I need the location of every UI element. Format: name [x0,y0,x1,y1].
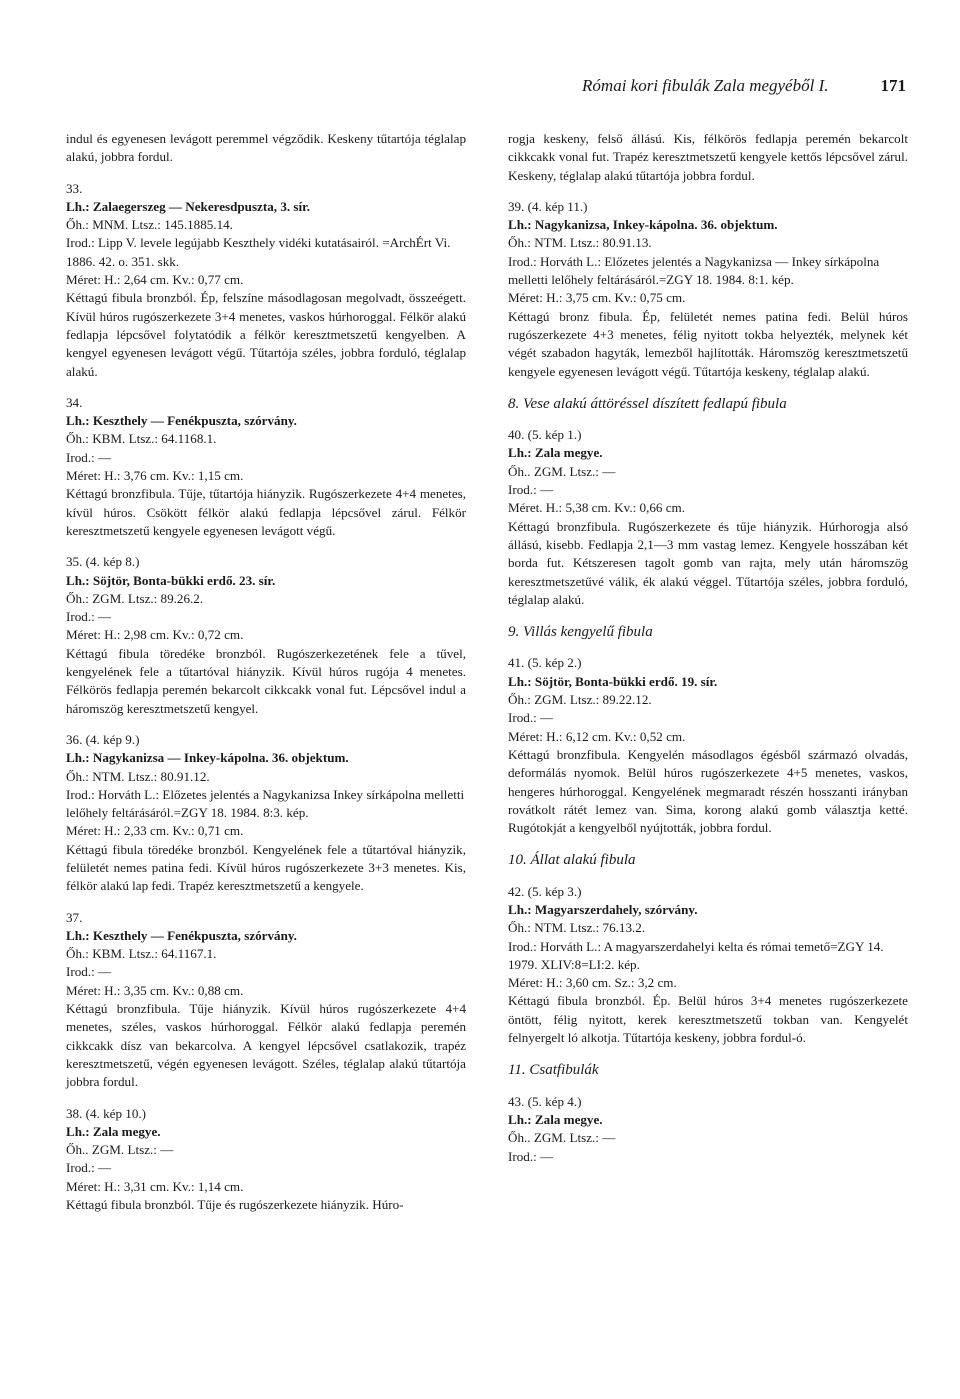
paragraph: indul és egyenesen levágott peremmel végződik. Keskeny tűtartója téglalap alakú, jobbra fordul. [66,131,466,165]
paragraph: Kéttagú fibula töredéke bronzból. Kengyelének fele a tűtartóval hiányzik, felületét nemes patina fedi. Kívül húros rugószerkezete 3+3 menetes. Kis, félkör alakú lap fedi. Trapéz keresztmetszetű a kengyele. [66,841,466,894]
record-line: Méret: H.: 3,76 cm. Kv.: 1,15 cm. [66,468,244,484]
record-line: Irod.: — [508,482,554,498]
entry-number: 41. (5. kép 2.) [508,655,582,671]
record-line: Irod.: — [66,449,112,465]
entry-number: 36. (4. kép 9.) [66,731,140,747]
site-line: Lh.: Keszthely — Fenékpuszta, szórvány. [66,413,297,429]
record-line: Irod.: — [66,964,112,980]
section-title: 11. Csatfibulák [508,1062,599,1079]
entry-number: 33. [66,180,83,196]
paragraph: Kéttagú bronzfibula. Tűje, tűtartója hiányzik. Rugószerkezete 4+4 menetes, kívül húros. Csökött félkör alakú fedlapja lépcsővel zárul. Félkör keresztmetszetű kengyele egyenesen levágott végű. [66,486,466,538]
site-line: Lh.: Nagykanizsa — Inkey-kápolna. 36. objektum. [66,750,349,766]
page-number: 171 [880,76,906,95]
paragraph: Kéttagú bronzfibula. Rugószerkezete és tűje hiányzik. Húrhorogja alsó állású, kisebb. Fedlapja 2,1—3 mm vastag lemez. Kengyele hosszában két borda fut. Kétszeresen tagolt gomb van rajta, mely után háromszög keresztmetszetűvé válik, ék alakú véggel. Tűtartója széles, jobbra forduló, téglalap alakú. [508,518,908,607]
section-title: 8. Vese alakú áttöréssel díszített fedlapú fibula [508,395,787,412]
paragraph: Kéttagú fibula bronzból. Tűje és rugószerkezete hiányzik. Húro- [66,1197,404,1213]
record-line: Irod.: Lipp V. levele legújabb Keszthely vidéki kutatásairól. =ArchÉrt Vi. 1886. 42. o. 351. skk. [66,235,451,269]
paragraph: Kéttagú fibula bronzból. Ép. Belül húros 3+4 menetes rugószerkezete öntött, félig nyitott, kerek keresztmetszetű tokban van. Kengyelét felnyergelt ló alkotja. Tűtartója keskeny, jobbra fordul-ó. [508,993,908,1046]
entry-number: 37. [66,909,83,925]
site-line: Lh.: Zalaegerszeg — Nekeresdpuszta, 3. sír. [66,198,311,214]
record-line: Méret: H.: 2,33 cm. Kv.: 0,71 cm. [66,823,244,839]
record-line: Őh.: KBM. Ltsz.: 64.1168.1. [66,431,217,447]
record-line: Méret. H.: 5,38 cm. Kv.: 0,66 cm. [508,500,685,516]
left-column [66,130,466,1214]
record-line: Őh.: NTM. Ltsz.: 76.13.2. [508,920,646,936]
site-line: Lh.: Magyarszerdahely, szórvány. [508,901,698,917]
record-line: Méret: H.: 3,75 cm. Kv.: 0,75 cm. [508,290,686,306]
record-line: Őh.: NTM. Ltsz.: 80.91.12. [66,768,210,784]
site-line: Lh.: Zala megye. [508,1111,603,1127]
record-line: Őh.. ZGM. Ltsz.: — [508,463,616,479]
record-line: Méret: H.: 3,35 cm. Kv.: 0,88 cm. [66,982,244,998]
paragraph: Kéttagú bronz fibula. Ép, felületét nemes patina fedi. Belül húros rugószerkezete 4+3 menetes, félig nyitott tokba helyezték, melynek két végét szabadon hagyták, lemezből hajlították. Háromszög keresztmetszetű kengyele egyenesen levágott végű. Tűtartója keskeny, téglalap alakú. [508,308,908,379]
section-title: 10. Állat alakú fibula [508,852,636,869]
entry-number: 43. (5. kép 4.) [508,1093,582,1109]
record-line: Őh.: NTM. Ltsz.: 80.91.13. [508,235,652,251]
record-line: Irod.: Horváth L.: Előzetes jelentés a Nagykanizsa Inkey sírkápolna melletti lelőhely feltárásáról.=ZGY 18. 1984. 8:3. kép. [66,786,465,821]
record-line: Méret: H.: 2,64 cm. Kv.: 0,77 cm. [66,272,244,288]
record-line: Irod.: — [66,1160,112,1176]
site-line: Lh.: Zala megye. [508,445,603,461]
entry-number: 35. (4. kép 8.) [66,554,140,570]
paragraph: Kéttagú fibula töredéke bronzból. Rugószerkezetének fele a tűvel, kengyelének fele a tűtartóval hiányzik. Kívül húros rugója 4 menetes. Félkörös fedlapja peremén bekarcolt cikkcakk vonal fut. Lépcsővel indul a háromszög keresztmetszetű kengyel. [66,645,466,716]
section-title: 9. Villás kengyelű fibula [508,624,653,641]
record-line: Méret: H.: 3,31 cm. Kv.: 1,14 cm. [66,1178,244,1194]
paragraph: Kéttagú bronzfibula. Kengyelén másodlagos égésből származó olvadás, deformálás nyomok. Belül húros rugószerkezete 4+5 menetes, vaskos, hengeres húrhoroggal. Kengyelének megmaradt részén hosszanti irányban rovátkolt rátét lemez van. Sima, korong alakú gomb választja ketté. Rugótokját a kengyelből nyújtották, jobbra fordul. [508,746,908,836]
entry-number: 34. [66,394,83,410]
entry-number: 42. (5. kép 3.) [508,883,582,899]
site-line: Lh.: Söjtör, Bonta-bükki erdő. 23. sír. [66,572,276,588]
site-line: Lh.: Söjtör, Bonta-bükki erdő. 19. sír. [508,673,718,689]
running-title: Római kori fibulák Zala megyéből I. [582,76,829,95]
entry-number: 39. (4. kép 11.) [508,198,588,214]
record-line: Őh.: ZGM. Ltsz.: 89.22.12. [508,692,652,708]
record-line: Irod.: — [508,710,554,726]
record-line: Irod.: — [508,1148,554,1164]
paragraph: Kéttagú fibula bronzból. Ép, felszíne másodlagosan megolvadt, összeégett. Kívül húros rugószerkezete 3+4 menetes, vaskos húrhoroggal. Félkör alakú fedlapja lépcsővel folytatódik a félkör keresztmetszetű kengyelben. A kengyel egyenesen levágott végű. Tűtartója széles, jobbra forduló, téglalap alakú. [66,290,466,379]
site-line: Lh.: Zala megye. [66,1123,161,1139]
record-line: Őh.: ZGM. Ltsz.: 89.26.2. [66,590,204,606]
right-column [508,130,908,1166]
site-line: Lh.: Keszthely — Fenékpuszta, szórvány. [66,927,297,943]
site-line: Lh.: Nagykanizsa, Inkey-kápolna. 36. objektum. [508,217,778,233]
record-line: Méret: H.: 3,60 cm. Sz.: 3,2 cm. [508,975,677,991]
record-line: Őh.: KBM. Ltsz.: 64.1167.1. [66,946,217,962]
record-line: Irod.: Horváth L.: A magyarszerdahelyi kelta és római temető=ZGY 14. 1979. XLIV:8=LI:2. kép. [508,938,884,972]
record-line: Méret: H.: 6,12 cm. Kv.: 0,52 cm. [508,728,686,744]
page-header [66,76,906,104]
record-line: Őh.. ZGM. Ltsz.: — [508,1130,616,1146]
entry-number: 38. (4. kép 10.) [66,1105,147,1121]
record-line: Méret: H.: 2,98 cm. Kv.: 0,72 cm. [66,627,244,643]
paragraph: Kéttagú bronzfibula. Tűje hiányzik. Kívül húros rugószerkezete 4+4 menetes, széles, vaskos húrhoroggal. Félkör alakú fedlapja peremén cikkcakk dísz van bekarcolva. A kengyel lépcsővel csatlakozik, trapéz keresztmetszetű, végén egyenesen levágott. Széles, téglalap alakú tűtartója jobbra fordul. [66,1001,466,1090]
record-line: Irod.: Horváth L.: Előzetes jelentés a Nagykanizsa — Inkey sírkápolna melletti lelőhely feltárásáról.=ZGY 18. 1984. 8:1. kép. [508,253,880,288]
record-line: Irod.: — [66,609,112,625]
record-line: Őh.. ZGM. Ltsz.: — [66,1142,174,1158]
entry-number: 40. (5. kép 1.) [508,427,582,443]
paragraph: rogja keskeny, felső állású. Kis, félkörös fedlapja peremén bekarcolt cikkcakk vonal fut. Trapéz keresztmetszetű kengyele kettős lépcsővel zárul. Keskeny, téglalap alakú tűtartója jobbra fordul. [508,131,908,183]
record-line: Őh.: MNM. Ltsz.: 145.1885.14. [66,217,233,233]
